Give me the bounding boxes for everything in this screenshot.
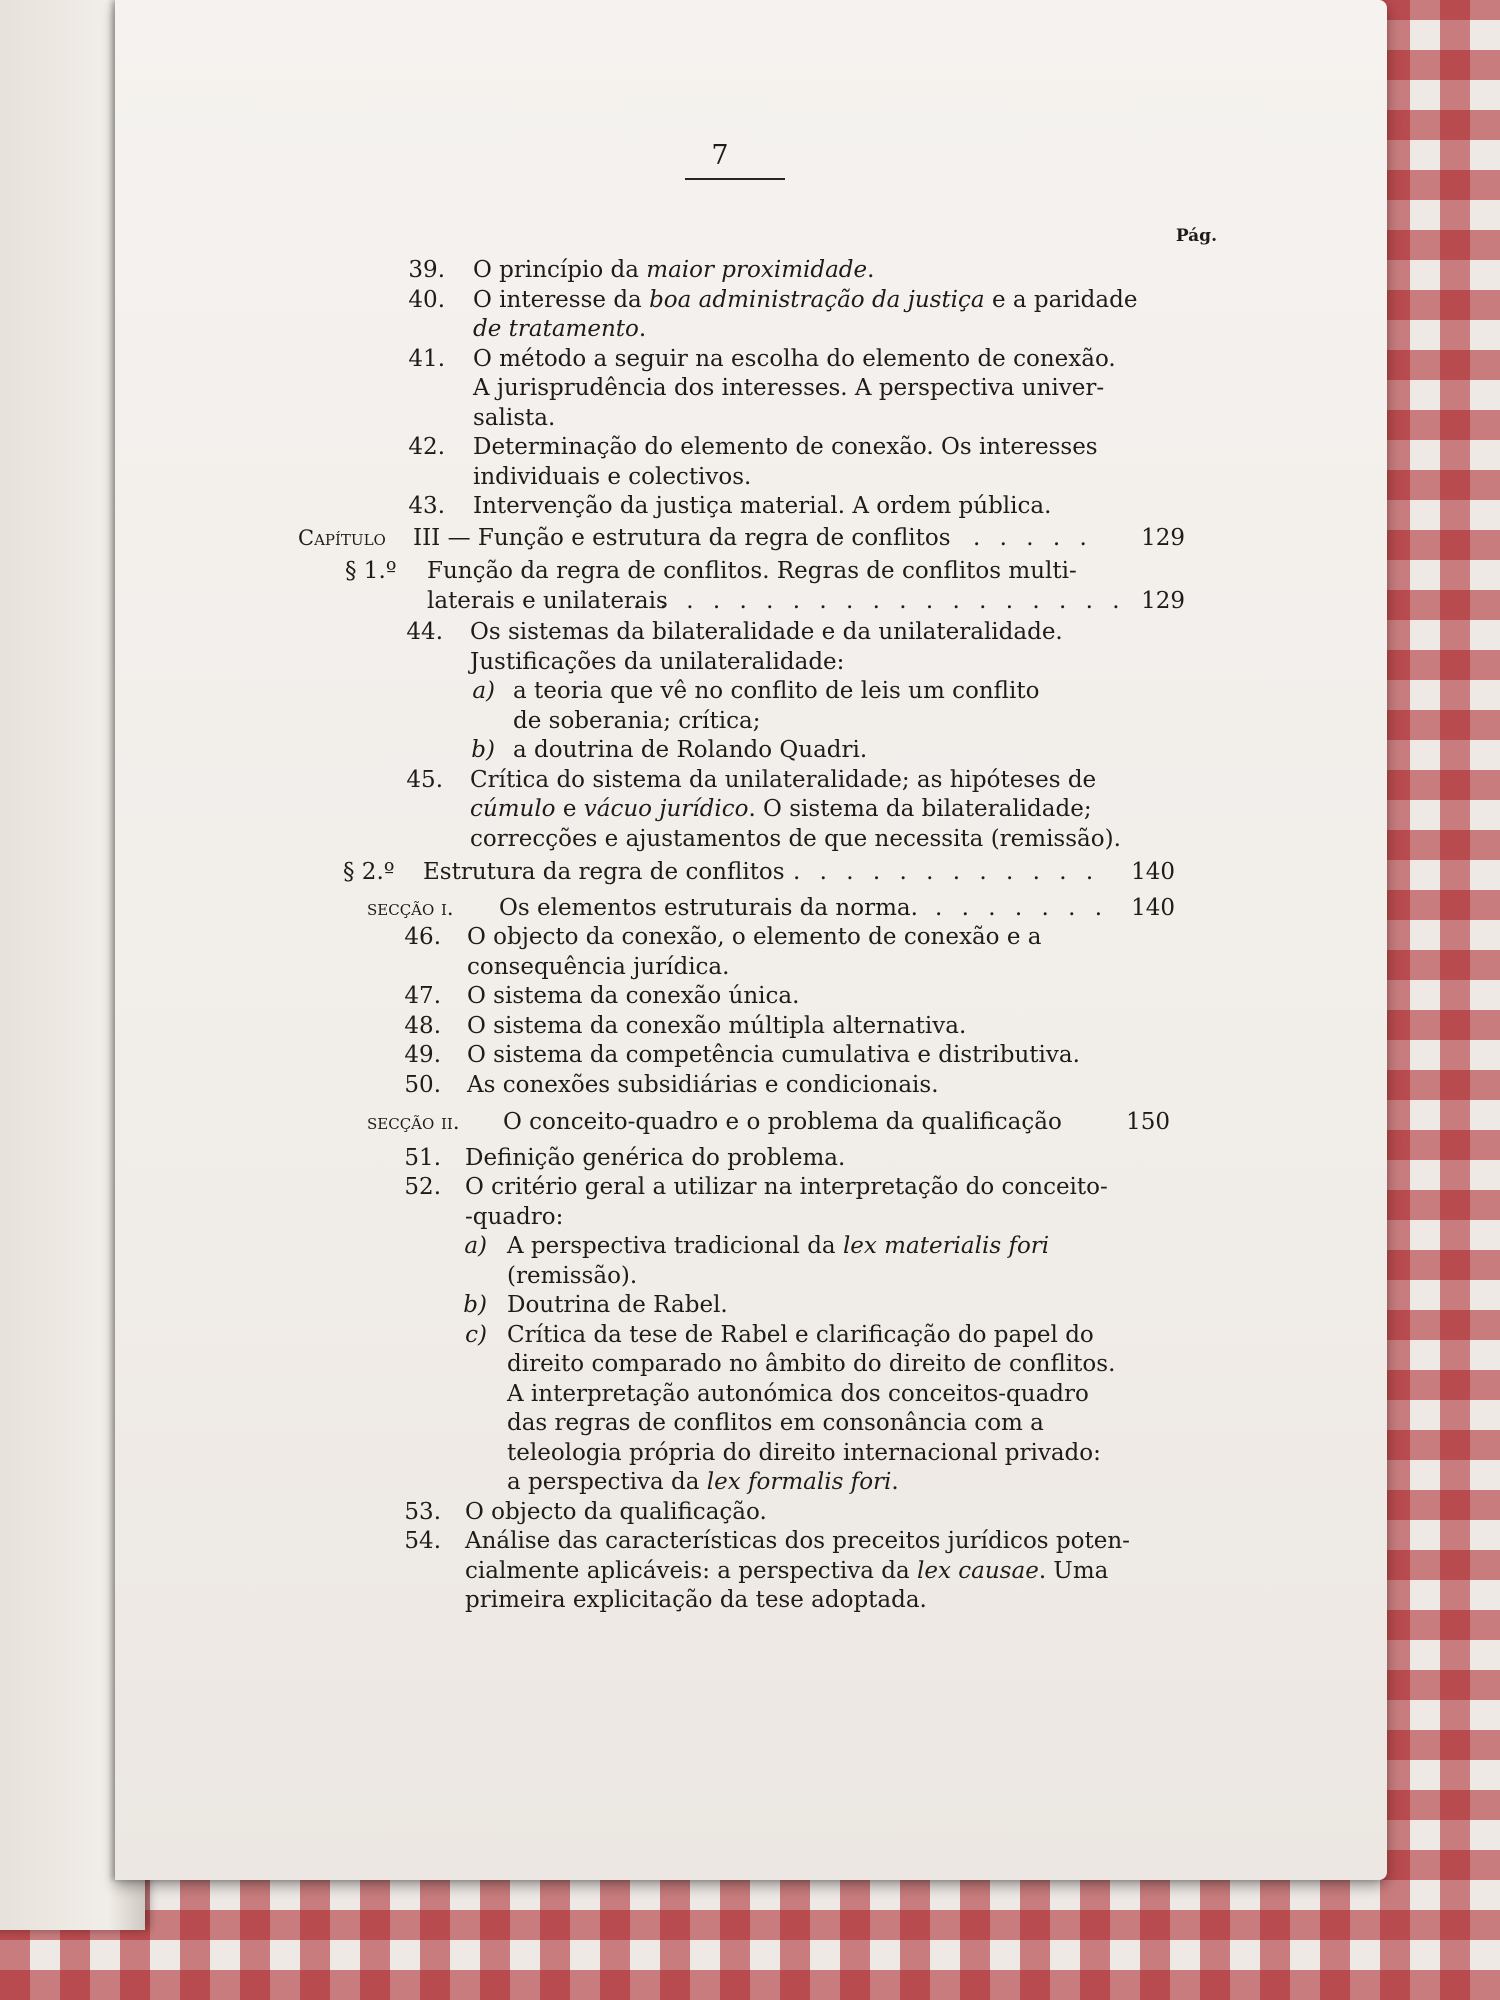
entry-text: individuais e colectivos. (473, 463, 752, 490)
entry-text: O princípio da maior proximidade. (473, 257, 875, 283)
entry-text: a teoria que vê no conflito de leis um conflito (513, 678, 1040, 704)
entry-text: Determinação do elemento de conexão. Os interesses (473, 434, 1098, 460)
entry-text: teleologia própria do direito internacional privado: (507, 1439, 1101, 1466)
entry-number: 40. (408, 286, 445, 313)
entry-text: Crítica da tese de Rabel e clarificação do papel do (507, 1321, 1094, 1348)
entry-text: O método a seguir na escolha do elemento de conexão. (473, 345, 1116, 372)
entry-text: A jurisprudência dos interesses. A perspectiva univer- (473, 375, 1105, 401)
entry-number: 50. (404, 1071, 441, 1098)
entry-text: consequência jurídica. (467, 953, 730, 980)
entry-text: a doutrina de Rolando Quadri. (513, 737, 868, 763)
entry-text: Intervenção da justiça material. A ordem pública. (473, 493, 1052, 519)
entry-text: A perspectiva tradicional da lex materialis fori (507, 1233, 1050, 1259)
entry-number: 42. (408, 434, 445, 460)
entry-number: a) (464, 1233, 487, 1259)
entry-number: 46. (404, 924, 441, 950)
section-title: Estrutura da regra de conflitos (423, 859, 785, 885)
leader-dots: . . . . . . . . . . . . . . . . . . . (633, 587, 1126, 614)
entry-text: (remissão). (507, 1262, 638, 1289)
entry-number: 48. (404, 1012, 441, 1039)
pag-column-label: Pág. (1175, 226, 1217, 246)
entry-text: Os sistemas da bilateralidade e da unilateralidade. (470, 619, 1063, 645)
entry-number: 45. (406, 766, 443, 793)
seccao-label: secção ii. (367, 1110, 460, 1134)
entry-text: Definição genérica do problema. (465, 1144, 846, 1171)
leader-dots: . . . . . . . (935, 894, 1109, 921)
entry-number: 51. (404, 1144, 441, 1171)
section-title: laterais e unilaterais (427, 587, 668, 614)
chapter-title: III — Função e estrutura da regra de conflitos (413, 524, 951, 551)
entry-text: O interesse da boa administração da justiça e a paridade (473, 286, 1138, 313)
seccao-title: O conceito-quadro e o problema da qualificação (503, 1109, 1062, 1135)
seccao-page: 150 (1126, 1109, 1170, 1135)
entry-number: 52. (404, 1174, 441, 1200)
entry-text: das regras de conflitos em consonância com a (507, 1410, 1044, 1436)
entry-text: As conexões subsidiárias e condicionais. (467, 1071, 939, 1098)
entry-number: c) (465, 1321, 487, 1348)
entry-text: A interpretação autonómica dos conceitos-quadro (507, 1380, 1089, 1407)
entry-text: Justificações da unilateralidade: (470, 648, 845, 675)
entry-number: 54. (404, 1528, 441, 1554)
entry-number: 43. (408, 493, 445, 519)
entry-text: salista. (473, 404, 556, 431)
leader-dots: . . . . . . . . . . . . (793, 859, 1100, 885)
entry-text: O sistema da conexão única. (467, 983, 800, 1009)
entry-text: de soberania; crítica; (513, 707, 761, 734)
entry-text: O critério geral a utilizar na interpretação do conceito- (465, 1174, 1108, 1200)
entry-number: b) (471, 737, 495, 763)
section-label: § 2.º (343, 859, 395, 885)
entry-text: direito comparado no âmbito do direito de conflitos. (507, 1351, 1116, 1377)
chapter-page: 129 (1141, 524, 1185, 551)
page-number: 7 (711, 140, 729, 171)
entry-text: a perspectiva da lex formalis fori. (507, 1469, 899, 1495)
entry-text: O sistema da competência cumulativa e distributiva. (467, 1042, 1080, 1068)
page-number-rule (685, 178, 785, 180)
entry-number: 44. (406, 619, 443, 645)
entry-text: cúmulo e vácuo jurídico. O sistema da bilateralidade; (470, 796, 1092, 822)
entry-text: Doutrina de Rabel. (507, 1292, 728, 1318)
book-page (115, 0, 1387, 1880)
entry-number: a) (472, 678, 495, 704)
entry-number: 39. (408, 257, 445, 283)
entry-number: 53. (404, 1498, 441, 1525)
entry-text: correcções e ajustamentos de que necessita (remissão). (470, 825, 1121, 852)
chapter-label: Capítulo (298, 525, 386, 550)
entry-number: b) (463, 1292, 487, 1318)
section-page: 129 (1141, 587, 1185, 614)
seccao-page: 140 (1131, 894, 1175, 921)
section-label: § 1.º (345, 558, 397, 584)
entry-text: primeira explicitação da tese adoptada. (465, 1587, 927, 1613)
entry-text: O objecto da qualificação. (465, 1498, 767, 1525)
entry-text: Crítica do sistema da unilateralidade; as hipóteses de (470, 766, 1097, 793)
entry-number: 49. (404, 1042, 441, 1068)
entry-text: Análise das características dos preceitos jurídicos poten- (465, 1528, 1130, 1554)
leader-dots: . . . . . (973, 524, 1093, 551)
entry-number: 47. (404, 983, 441, 1009)
section-title: Função da regra de conflitos. Regras de conflitos multi- (427, 558, 1077, 584)
entry-text: O objecto da conexão, o elemento de conexão e a (467, 924, 1042, 950)
seccao-title: Os elementos estruturais da norma. (499, 894, 918, 921)
entry-text: cialmente aplicáveis: a perspectiva da lex causae. Uma (465, 1557, 1109, 1584)
entry-text: de tratamento. (473, 316, 647, 342)
entry-number: 41. (408, 345, 445, 372)
section-page: 140 (1131, 859, 1175, 885)
seccao-label: secção i. (367, 895, 454, 920)
entry-text: -quadro: (465, 1203, 564, 1230)
entry-text: O sistema da conexão múltipla alternativa. (467, 1012, 967, 1039)
